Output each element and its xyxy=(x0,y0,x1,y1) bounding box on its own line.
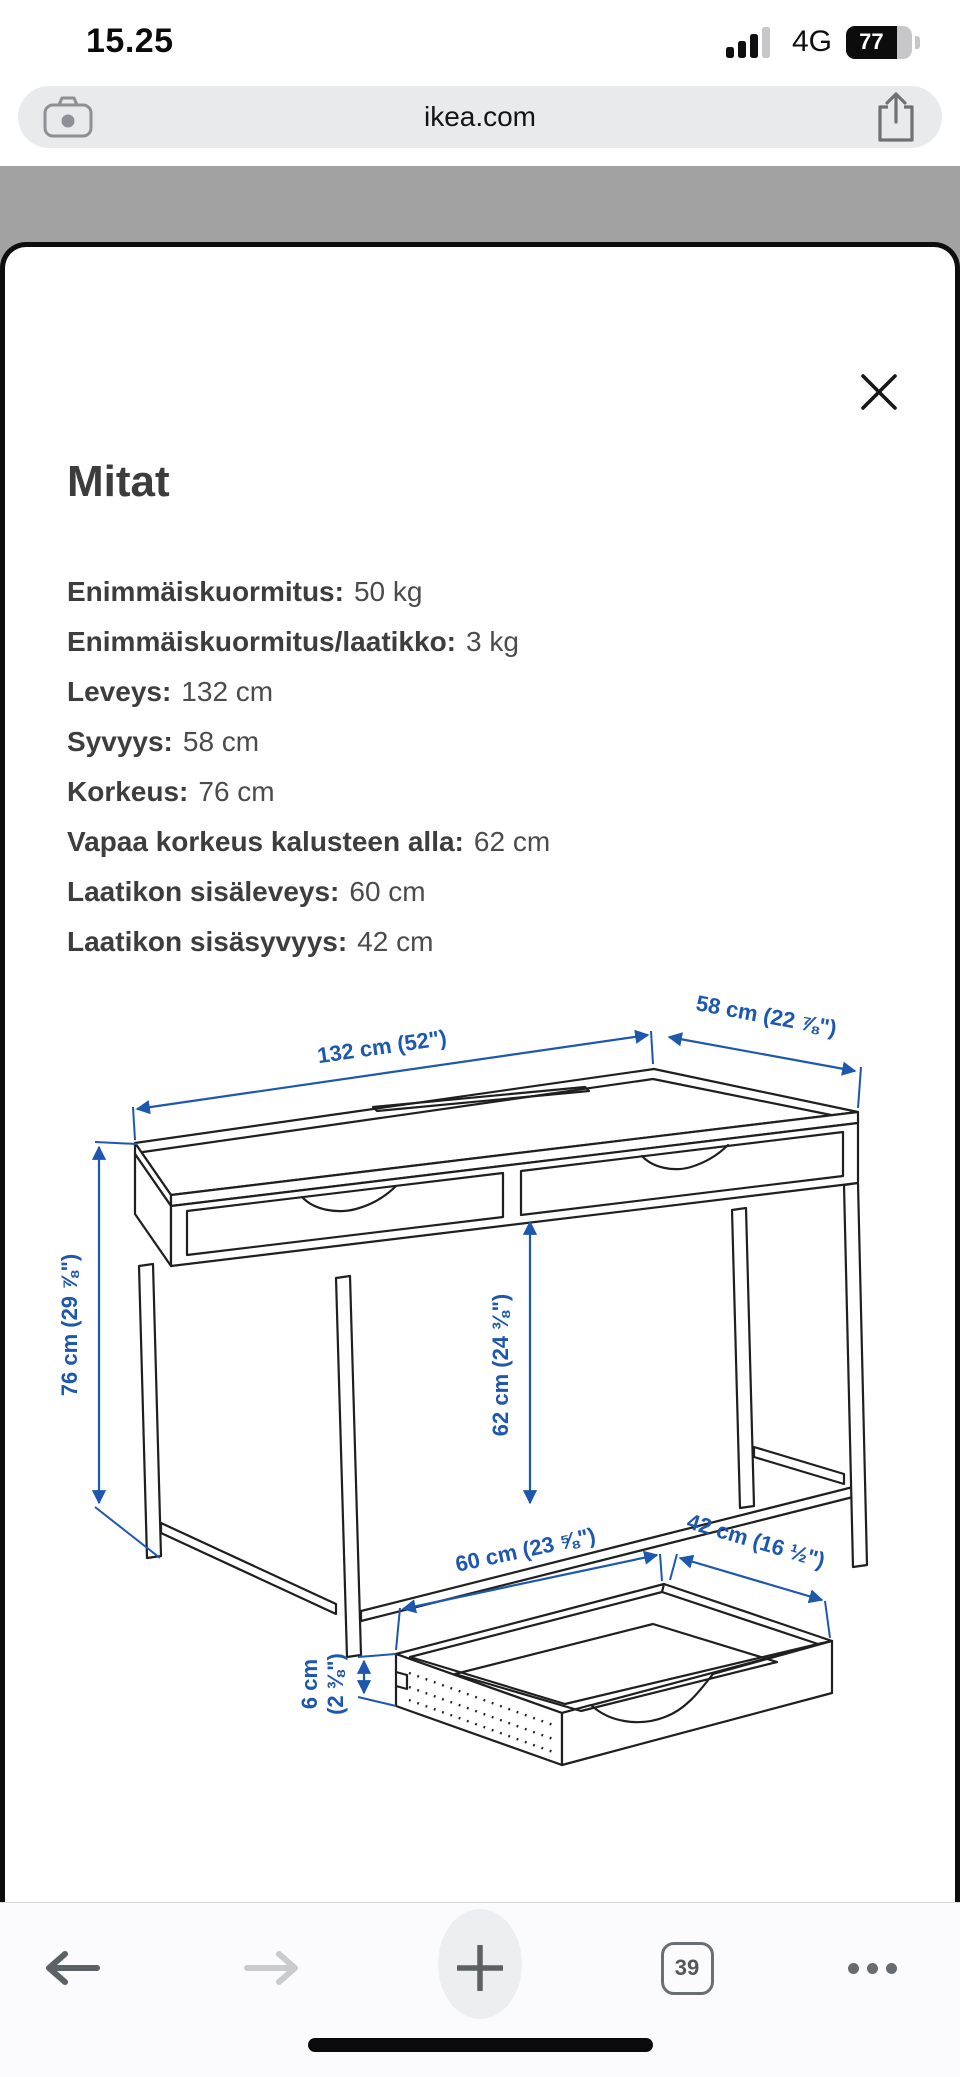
dim-label-height: 76 cm (29 ⅞") xyxy=(57,1253,82,1397)
network-type-label: 4G xyxy=(791,25,832,58)
ellipsis-icon xyxy=(848,1963,897,1974)
tab-count-badge: 39 xyxy=(661,1942,714,1995)
share-icon[interactable] xyxy=(874,90,918,144)
dim-label-drawer-width: 60 cm (23 ⅝") xyxy=(453,1522,598,1577)
new-tab-button[interactable] xyxy=(435,1923,525,2013)
battery-icon xyxy=(846,26,912,59)
plus-icon xyxy=(457,1945,503,1991)
dim-label-drawer-depth: 42 cm (16 ½") xyxy=(684,1508,829,1574)
forward-arrow-icon xyxy=(241,1950,299,1986)
back-button[interactable] xyxy=(29,1923,119,2013)
spec-row: Syvyys: 58 cm xyxy=(67,726,260,757)
home-indicator[interactable] xyxy=(308,2038,653,2052)
address-bar-row xyxy=(0,78,960,166)
spec-row: Korkeus: 76 cm xyxy=(67,776,275,807)
battery-percent: 77 xyxy=(859,29,884,54)
spec-row: Laatikon sisäsyvyys: 42 cm xyxy=(67,926,434,957)
product-dimension-drawing xyxy=(25,947,925,1897)
clock: 15.25 xyxy=(86,22,174,60)
drawer-line-art xyxy=(396,1584,832,1765)
dim-label-width: 132 cm (52") xyxy=(315,1024,449,1069)
dimensions-modal xyxy=(0,242,960,1902)
more-menu-button[interactable] xyxy=(827,1923,917,2013)
dim-label-clearance: 62 cm (24 ⅜") xyxy=(488,1293,513,1437)
spec-list xyxy=(67,567,550,967)
dim-label-drawer-height-line1: 6 cm xyxy=(297,1658,322,1710)
status-indicators xyxy=(726,22,920,62)
camera-scan-icon[interactable] xyxy=(42,94,94,140)
back-arrow-icon xyxy=(45,1950,103,1986)
forward-button[interactable] xyxy=(225,1923,315,2013)
close-icon xyxy=(858,371,900,413)
url-text[interactable]: ikea.com xyxy=(423,101,537,132)
close-button[interactable] xyxy=(851,365,907,421)
spec-row: Leveys: 132 cm xyxy=(67,676,274,707)
spec-row: Vapaa korkeus kalusteen alla: 62 cm xyxy=(67,826,551,857)
signal-strength-icon xyxy=(726,25,778,59)
modal-title: Mitat xyxy=(67,457,170,506)
spec-row: Enimmäiskuormitus: 50 kg xyxy=(67,576,423,607)
battery-cap xyxy=(915,36,920,49)
address-bar[interactable] xyxy=(18,86,942,148)
dim-label-depth: 58 cm (22 ⅞") xyxy=(694,990,839,1041)
spec-row: Laatikon sisäleveys: 60 cm xyxy=(67,876,426,907)
tabs-button[interactable] xyxy=(642,1923,732,2013)
dim-label-drawer-height-line2: (2 ⅜") xyxy=(323,1653,348,1715)
status-bar xyxy=(0,0,960,78)
spec-row: Enimmäiskuormitus/laatikko: 3 kg xyxy=(67,626,519,657)
